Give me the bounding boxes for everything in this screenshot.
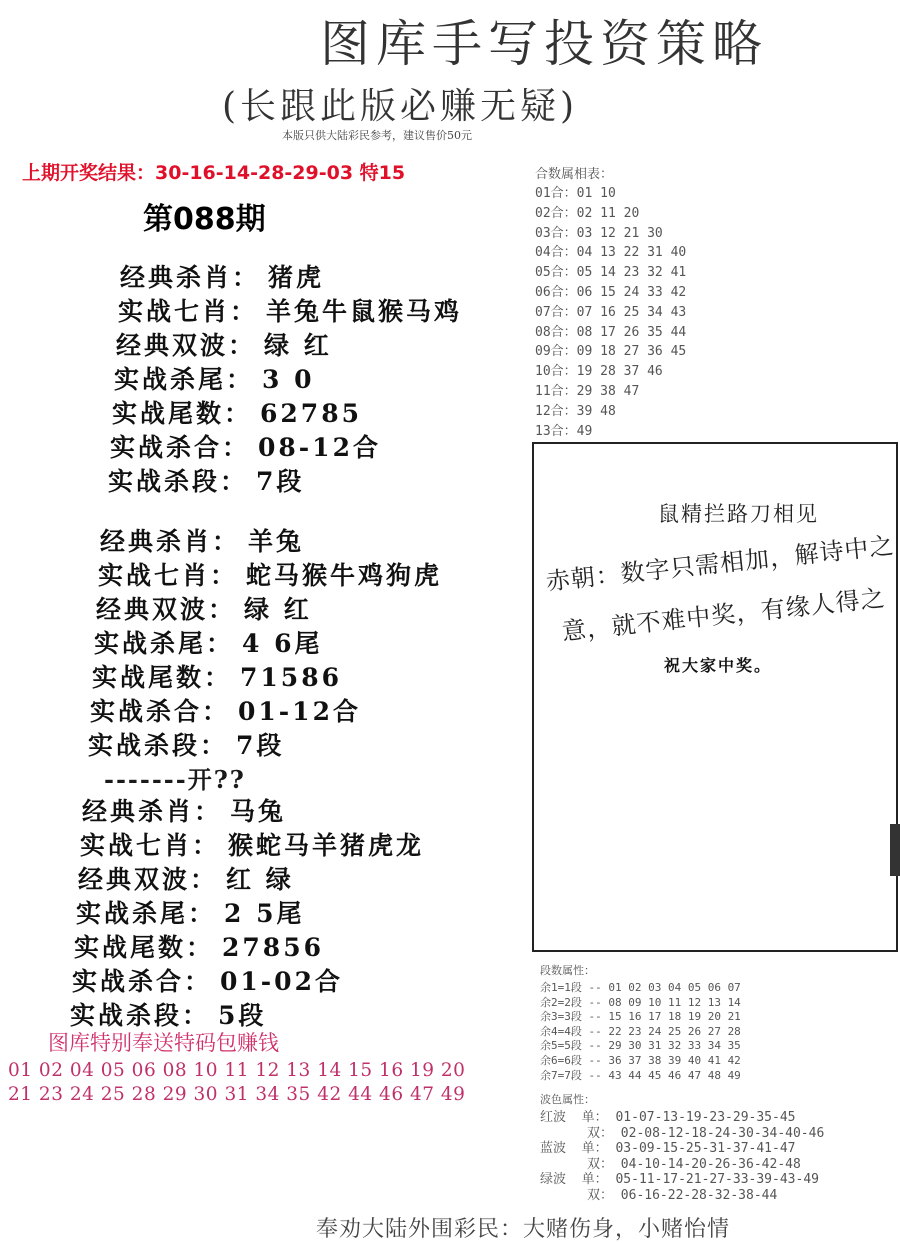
heshu-row: 07合：07 16 25 34 43 bbox=[535, 304, 687, 320]
strategy-label: 实战杀尾： bbox=[76, 899, 217, 928]
heshu-row: 13合：49 bbox=[535, 423, 593, 439]
heshu-row: 08合：08 17 26 35 44 bbox=[535, 324, 687, 340]
duanshu-row: 余4=4段 -- 22 23 24 25 26 27 28 bbox=[540, 1024, 741, 1038]
period-number: 第088期 bbox=[143, 202, 266, 237]
strategy-line bbox=[108, 462, 304, 498]
footer-advice: 奉劝大陆外围彩民：大赌伤身，小赌怡情 bbox=[316, 1217, 731, 1242]
bose-row: 双： 04-10-14-20-26-36-42-48 bbox=[540, 1156, 801, 1172]
strategy-line bbox=[76, 894, 305, 930]
strategy-label: 经典双波： bbox=[78, 865, 219, 894]
heshu-row: 03合：03 12 21 30 bbox=[535, 225, 663, 241]
promo-title: 图库特别奉送特码包赚钱 bbox=[48, 1031, 279, 1055]
poem-line-1: 赤朝：数字只需相加，解诗中之 bbox=[544, 531, 896, 596]
strategy-value: 7段 bbox=[256, 467, 305, 496]
strategy-value: 绿 红 bbox=[264, 331, 332, 360]
strategy-value: 01-12合 bbox=[238, 697, 361, 726]
strategy-value: 71586 bbox=[240, 663, 342, 692]
last-draw-result: 上期开奖结果：30-16-14-28-29-03 特15 bbox=[22, 162, 406, 184]
page-subtitle: (长跟此版必赚无疑) bbox=[222, 86, 579, 127]
strategy-label: 实战七肖： bbox=[80, 831, 221, 860]
duanshu-row: 余7=7段 -- 43 44 45 46 47 48 49 bbox=[540, 1068, 741, 1082]
strategy-label: 经典双波： bbox=[96, 595, 237, 624]
duanshu-title: 段数属性： bbox=[540, 964, 595, 977]
poem-title: 鼠精拦路刀相见 bbox=[658, 502, 819, 526]
strategy-value: 绿 红 bbox=[244, 595, 312, 624]
strategy-label: 实战杀合： bbox=[110, 433, 251, 462]
strategy-line bbox=[78, 860, 294, 896]
strategy-label: 经典杀肖： bbox=[120, 263, 261, 292]
heshu-row: 06合：06 15 24 33 42 bbox=[535, 285, 687, 300]
strategy-line bbox=[118, 292, 462, 328]
strategy-label: 实战杀段： bbox=[70, 1001, 211, 1030]
promo-numbers-row-2: 21 23 24 25 28 29 30 31 34 35 42 44 46 47 49 bbox=[8, 1084, 466, 1105]
heshu-row: 09合：09 18 27 36 45 bbox=[535, 344, 687, 360]
strategy-label: 实战杀合： bbox=[90, 697, 231, 726]
strategy-label: 实战杀尾： bbox=[114, 365, 255, 394]
strategy-value: 马兔 bbox=[230, 797, 287, 826]
heshu-row: 11合：29 38 47 bbox=[535, 384, 640, 399]
strategy-line bbox=[72, 962, 343, 998]
heshu-row: 05合：05 14 23 32 41 bbox=[535, 265, 687, 281]
strategy-value: 猴蛇马羊猪虎龙 bbox=[228, 831, 425, 860]
heshu-row: 01合：01 10 bbox=[535, 186, 616, 201]
strategy-label: 经典杀肖： bbox=[82, 797, 223, 826]
poem-line-2: 意，就不难中奖，有缘人得之 bbox=[560, 583, 887, 646]
page-title: 图库手写投资策略 bbox=[320, 15, 768, 73]
heshu-row: 10合：19 28 37 46 bbox=[535, 364, 663, 380]
strategy-line bbox=[120, 258, 324, 294]
strategy-value: 蛇马猴牛鸡狗虎 bbox=[246, 561, 443, 590]
strategy-line bbox=[82, 792, 286, 828]
strategy-label: 实战杀合： bbox=[72, 967, 213, 996]
strategy-line bbox=[112, 394, 362, 430]
strategy-label: 实战杀段： bbox=[88, 731, 229, 760]
bose-row: 双： 02-08-12-18-24-30-34-40-46 bbox=[540, 1125, 825, 1141]
strategy-line bbox=[100, 522, 304, 558]
heshu-table-title: 合数属相表： bbox=[535, 167, 614, 182]
group-separator: -------开?? bbox=[104, 765, 246, 794]
strategy-label: 经典双波： bbox=[116, 331, 257, 360]
duanshu-row: 余5=5段 -- 29 30 31 32 33 34 35 bbox=[540, 1039, 741, 1053]
bose-row: 红波 单： 01-07-13-19-23-29-35-45 bbox=[540, 1110, 796, 1125]
strategy-value: 猪虎 bbox=[268, 263, 325, 292]
strategy-value: 01-02合 bbox=[220, 967, 343, 996]
strategy-label: 实战七肖： bbox=[118, 297, 259, 326]
heshu-row: 04合：04 13 22 31 40 bbox=[535, 245, 687, 261]
strategy-line bbox=[116, 326, 332, 362]
strategy-value: 3 0 bbox=[262, 365, 315, 394]
strategy-value: 27856 bbox=[222, 933, 324, 962]
strategy-value: 62785 bbox=[260, 399, 362, 428]
bose-row: 双： 06-16-22-28-32-38-44 bbox=[540, 1187, 778, 1203]
duanshu-row: 余2=2段 -- 08 09 10 11 12 13 14 bbox=[540, 995, 741, 1009]
strategy-line bbox=[74, 928, 324, 964]
strategy-line bbox=[110, 428, 381, 464]
bose-row: 绿波 单： 05-11-17-21-27-33-39-43-49 bbox=[540, 1172, 819, 1187]
promo-numbers-row-1: 01 02 04 05 06 08 10 11 12 13 14 15 16 19 20 bbox=[8, 1060, 466, 1081]
strategy-label: 实战杀尾： bbox=[94, 629, 235, 658]
strategy-line bbox=[98, 556, 442, 592]
strategy-line bbox=[96, 590, 312, 626]
strategy-label: 经典杀肖： bbox=[100, 527, 241, 556]
strategy-label: 实战尾数： bbox=[112, 399, 253, 428]
bose-title: 波色属性： bbox=[540, 1093, 595, 1106]
strategy-value: 羊兔 bbox=[248, 527, 305, 556]
strategy-line bbox=[90, 692, 361, 728]
strategy-line bbox=[114, 360, 315, 396]
strategy-value: 7段 bbox=[236, 731, 285, 760]
strategy-label: 实战七肖： bbox=[98, 561, 239, 590]
price-note: 本版只供大陆彩民参考，建议售价50元 bbox=[282, 129, 472, 142]
duanshu-row: 余6=6段 -- 36 37 38 39 40 41 42 bbox=[540, 1054, 741, 1067]
strategy-line bbox=[92, 658, 342, 694]
strategy-label: 实战尾数： bbox=[74, 933, 215, 962]
strategy-label: 实战杀段： bbox=[108, 467, 249, 496]
edge-marker bbox=[890, 824, 900, 876]
heshu-row: 12合：39 48 bbox=[535, 403, 616, 419]
strategy-line bbox=[88, 726, 284, 762]
heshu-row: 02合：02 11 20 bbox=[535, 205, 640, 221]
duanshu-row: 余1=1段 -- 01 02 03 04 05 06 07 bbox=[540, 981, 741, 994]
wish-text: 祝大家中奖。 bbox=[664, 656, 773, 675]
strategy-value: 08-12合 bbox=[258, 433, 381, 462]
strategy-line bbox=[80, 826, 424, 862]
strategy-value: 4 6尾 bbox=[242, 629, 323, 658]
bose-row: 蓝波 单： 03-09-15-25-31-37-41-47 bbox=[540, 1141, 796, 1156]
strategy-value: 羊兔牛鼠猴马鸡 bbox=[266, 297, 463, 326]
duanshu-row: 余3=3段 -- 15 16 17 18 19 20 21 bbox=[540, 1010, 741, 1024]
strategy-value: 2 5尾 bbox=[224, 899, 305, 928]
strategy-value: 5段 bbox=[218, 1001, 267, 1030]
strategy-line bbox=[94, 624, 323, 660]
strategy-value: 红 绿 bbox=[226, 865, 294, 894]
strategy-label: 实战尾数： bbox=[92, 663, 233, 692]
